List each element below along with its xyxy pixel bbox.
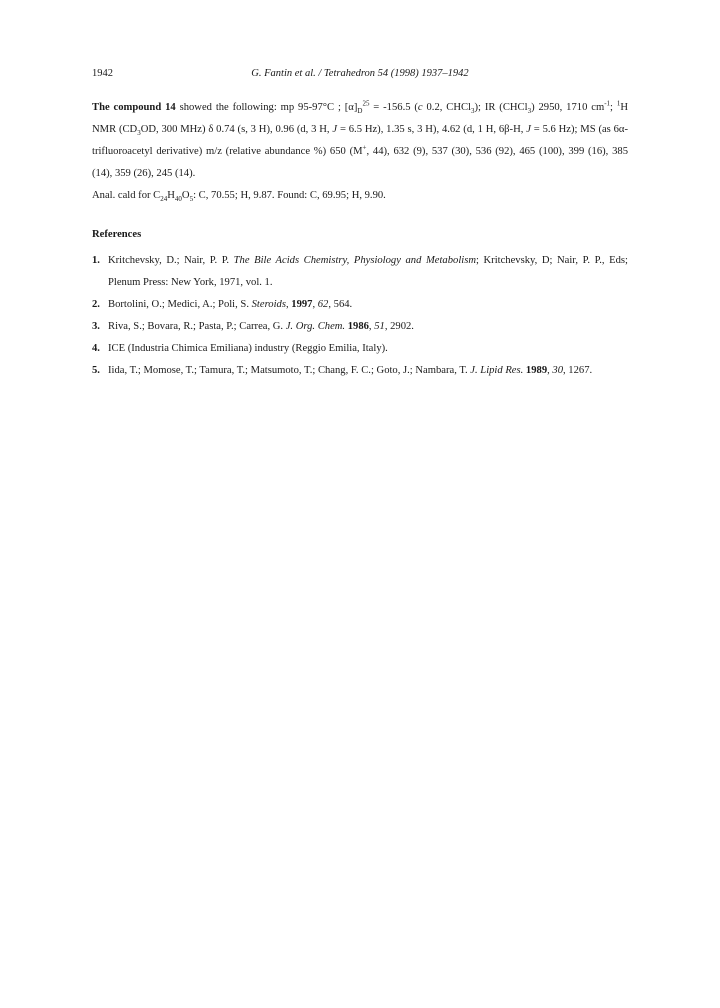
- text-fragment: H NMR (CD: [92, 102, 629, 135]
- reference-volume: 51: [374, 321, 385, 332]
- subscript: 3: [137, 129, 141, 138]
- text-fragment: = 6.5 Hz), 1.35 s, 3 H), 4.62 (d, 1 H, 6β-H,: [337, 124, 527, 135]
- reference-number: 2.: [92, 299, 100, 310]
- reference-item: [92, 294, 628, 316]
- reference-volume: 62: [317, 299, 329, 310]
- subscript: 40: [174, 195, 182, 204]
- reference-number: 4.: [92, 343, 100, 354]
- reference-item: [92, 338, 628, 360]
- page-header: [92, 68, 628, 84]
- reference-text: [108, 250, 628, 294]
- subscript: 3: [471, 107, 475, 116]
- reference-text: [108, 338, 628, 360]
- text-fragment: , 2902.: [384, 321, 414, 332]
- text-fragment: H: [167, 190, 175, 201]
- compound-14-data-paragraph: [92, 97, 628, 185]
- subscript: 24: [160, 195, 168, 204]
- reference-item: [92, 360, 628, 382]
- references-heading: References: [92, 229, 142, 240]
- text-fragment: ; Kritchevsky, D; Nair, P. P., Eds; Plenum Press: New York, 1971, vol. 1.: [108, 255, 628, 288]
- text-fragment: Iida, T.; Momose, T.; Tamura, T.; Matsumoto, T.; Chang, F. C.; Goto, J.; Nambara, T.: [108, 365, 471, 376]
- book-title: The Bile Acids Chemistry, Physiology and Metabolism: [233, 255, 476, 266]
- page-number: 1942: [92, 68, 113, 79]
- text-fragment: showed the following: mp 95-97°C ; [α]: [175, 102, 358, 113]
- text-fragment: , 44), 632 (9), 537 (30), 536 (92), 465 (100), 399 (16), 385 (14), 359 (26), 245 (14).: [92, 146, 628, 179]
- journal-name: J. Org. Chem.: [285, 321, 346, 332]
- subscript: D: [357, 107, 363, 116]
- text-fragment: ,: [368, 321, 375, 332]
- reference-text: [108, 316, 628, 338]
- text-fragment: 0.2, CHCl: [422, 102, 471, 113]
- superscript: +: [362, 143, 367, 152]
- reference-item: [92, 250, 628, 294]
- superscript: -1: [604, 99, 611, 108]
- elemental-analysis-paragraph: [92, 185, 628, 207]
- text-fragment: ,: [547, 365, 553, 376]
- reference-year: 1989: [525, 365, 548, 376]
- reference-year: 1997: [291, 299, 313, 310]
- text-fragment: Kritchevsky, D.; Nair, P. P.: [108, 255, 234, 266]
- reference-text: [108, 294, 628, 316]
- journal-name: Steroids: [251, 299, 286, 310]
- italic-text: J: [526, 124, 531, 135]
- journal-name: J. Lipid Res.: [470, 365, 524, 376]
- reference-year: 1986: [347, 321, 369, 332]
- text-fragment: , 564.: [328, 299, 353, 310]
- reference-volume: 30: [552, 365, 563, 376]
- text-fragment: ;: [610, 102, 617, 113]
- subscript: 5: [189, 195, 194, 204]
- reference-item: [92, 316, 628, 338]
- text-fragment: ,: [285, 299, 292, 310]
- italic-text: c: [417, 102, 423, 113]
- reference-number: 1.: [92, 255, 100, 266]
- text-fragment: Bortolini, O.; Medici, A.; Poli, S.: [108, 299, 252, 310]
- italic-text: J: [332, 124, 338, 135]
- text-fragment: O: [181, 190, 190, 201]
- compound-number: 14: [165, 102, 176, 113]
- text-fragment: ICE (Industria Chimica Emiliana) industry (Reggio Emilia, Italy).: [108, 343, 388, 354]
- text-fragment: = 5.6 Hz); MS (as 6α-trifluoroacetyl derivative) m/z (relative abundance %) 650 (M: [92, 124, 629, 157]
- text-fragment: ) 2950, 1710 cm: [531, 102, 605, 113]
- reference-text: [108, 360, 628, 382]
- article-body: [92, 97, 628, 382]
- text-fragment: OD, 300 MHz) δ 0.74 (s, 3 H), 0.96 (d, 3 H,: [140, 124, 333, 135]
- text-fragment: = -156.5 (: [369, 102, 418, 113]
- subscript: 3: [527, 107, 532, 116]
- text-fragment: ,: [312, 299, 318, 310]
- text-fragment: , 1267.: [563, 365, 593, 376]
- reference-number: 3.: [92, 321, 100, 332]
- text-fragment: : C, 70.55; H, 9.87. Found: C, 69.95; H, 9.90.: [193, 190, 386, 201]
- text-fragment: Riva, S.; Bovara, R.; Pasta, P.; Carrea, G.: [108, 321, 286, 332]
- compound-label: The compound: [92, 102, 162, 113]
- text-fragment: ); IR (CHCl: [474, 102, 528, 113]
- text-fragment: Anal. cald for C: [92, 190, 161, 201]
- superscript: 1: [616, 99, 621, 108]
- superscript: 25: [362, 99, 370, 108]
- reference-number: 5.: [92, 365, 100, 376]
- running-head: G. Fantin et al. / Tetrahedron 54 (1998) 1937–1942: [251, 68, 469, 79]
